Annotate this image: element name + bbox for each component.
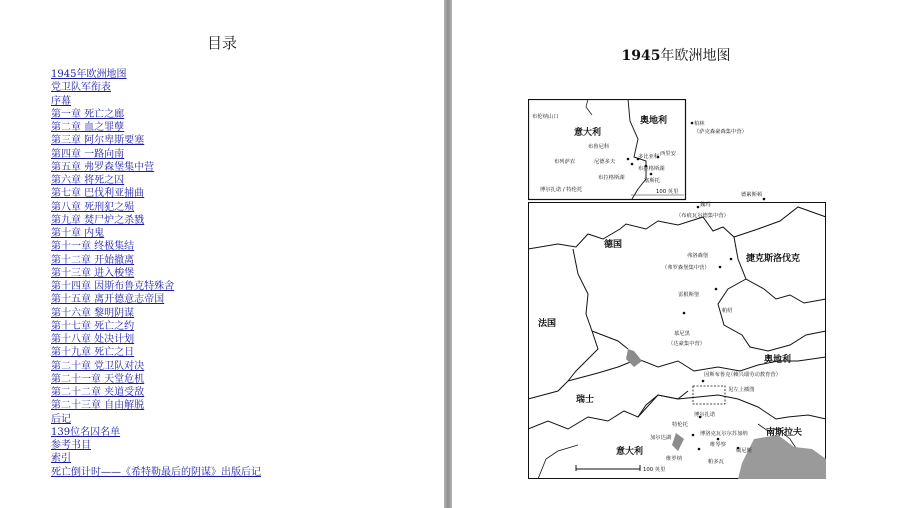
toc-link[interactable]: 第十八章 处决计划	[51, 334, 135, 345]
label-regensburg: 雷根斯堡	[678, 292, 700, 298]
toc-list	[51, 68, 261, 479]
label-sachsenhausen: （萨克森豪森集中营）	[694, 129, 747, 135]
toc-item	[51, 386, 261, 399]
label-switzerland: 瑞士	[576, 395, 595, 405]
toc-item	[51, 399, 261, 412]
label-brenner-pass: 布伦纳山口	[532, 114, 559, 120]
toc-link[interactable]: 第二十章 党卫队对决	[51, 360, 145, 372]
label-lake: 布拉格斯湖	[638, 166, 665, 172]
toc-item	[51, 134, 261, 147]
toc-item	[51, 187, 261, 200]
label-villabassa: 多比亚科	[638, 154, 660, 160]
toc-link[interactable]: 1945年欧洲地图	[51, 69, 127, 80]
label-padua: 帕多瓦	[708, 459, 724, 465]
toc-item	[51, 360, 261, 373]
toc-link[interactable]: 参考书目	[51, 440, 91, 451]
toc-item	[51, 333, 261, 346]
label-germany: 德国	[604, 240, 623, 250]
toc-link[interactable]: 139位名囚名单	[51, 426, 121, 438]
toc-link[interactable]: 第八章 死刑犯之殒	[51, 201, 135, 213]
toc-link[interactable]: 第十一章 终极集结	[51, 241, 135, 253]
label-italy-inset: 意大利	[574, 128, 602, 138]
toc-item	[51, 254, 261, 267]
toc-link[interactable]: 第十章 内鬼	[51, 228, 105, 239]
toc-item	[51, 68, 261, 81]
toc-item	[51, 280, 261, 293]
label-munich: 慕尼黑	[674, 331, 690, 337]
toc-link[interactable]: 第二章 血之罪孽	[51, 122, 125, 133]
toc-link[interactable]: 第一章 死亡之廊	[51, 108, 125, 120]
label-carinthia: 塞斯托	[644, 178, 660, 184]
label-merano: 布鲁尼科	[588, 144, 610, 150]
label-dresden: 德累斯顿	[741, 192, 763, 198]
label-berlin: 柏林	[694, 121, 705, 127]
label-bolzano: 布列萨农	[554, 159, 576, 165]
label-venice: 威尼斯	[736, 448, 752, 454]
label-buchenwald: （布痕瓦尔德集中营）	[676, 213, 729, 219]
toc-item	[51, 466, 261, 479]
europe-map	[528, 99, 828, 479]
toc-link[interactable]: 第九章 焚尸炉之杀戮	[51, 214, 145, 226]
main-scale-label: 100 英里	[643, 467, 666, 473]
label-garda: 加尔达湖	[650, 435, 672, 441]
page-divider	[444, 0, 452, 508]
toc-link[interactable]: 第三章 阿尔卑斯要塞	[51, 135, 145, 147]
label-czech: 捷克斯洛伐克	[746, 254, 801, 264]
label-dachau: （达豪集中营）	[668, 341, 706, 347]
label-trento: 特伦托	[672, 422, 688, 428]
label-weimar: 魏玛	[700, 202, 711, 208]
toc-item	[51, 346, 261, 359]
inset-scale-label: 100 英里	[656, 189, 679, 195]
map-title-text: 年欧洲地图	[660, 48, 731, 64]
toc-link[interactable]: 后记	[51, 413, 71, 425]
label-reichenau: （赖兴瑙劳动教育营）	[728, 372, 781, 378]
toc-link[interactable]: 第十五章 离开德意志帝国	[51, 294, 165, 306]
toc-link[interactable]: 第十六章 黎明阴谋	[51, 307, 135, 319]
toc-link[interactable]: 第六章 将死之囚	[51, 175, 125, 186]
toc-item	[51, 240, 261, 253]
toc-item	[51, 108, 261, 121]
label-dobbiaco: 尼德多夫	[594, 159, 616, 165]
label-vicenza: 维琴察	[710, 442, 726, 448]
toc-item	[51, 161, 261, 174]
toc-item	[51, 148, 261, 161]
label-inset-legend: 博尔扎诺 / 特伦托	[540, 187, 583, 193]
toc-link[interactable]: 死亡倒计时——《希特勒最后的阴谋》出版后记	[51, 466, 261, 478]
toc-item	[51, 426, 261, 439]
map-title-year: 1945	[621, 48, 661, 64]
toc-link[interactable]: 第四章 一路向南	[51, 148, 125, 160]
toc-item	[51, 214, 261, 227]
toc-link[interactable]: 党卫队军衔表	[51, 82, 111, 94]
toc-item	[51, 439, 261, 452]
label-italy: 意大利	[616, 447, 644, 457]
label-austria-inset: 奥地利	[640, 116, 668, 126]
label-inset-box: 见左上插图	[728, 387, 755, 393]
toc-item	[51, 307, 261, 320]
toc-item	[51, 452, 261, 465]
label-austria: 奥地利	[764, 355, 792, 365]
map-svg	[528, 99, 828, 479]
toc-title: 目录	[206, 34, 237, 52]
toc-item	[51, 227, 261, 240]
toc-link[interactable]: 第七章 巴伐利亚捕曲	[51, 188, 145, 200]
map-title	[452, 45, 900, 65]
toc-item	[51, 174, 261, 187]
label-brennero: 博尔扎诺	[694, 412, 716, 418]
toc-item	[51, 95, 261, 108]
toc-link[interactable]: 第十二章 开始撤离	[51, 254, 135, 266]
label-france: 法国	[538, 319, 557, 329]
toc-link[interactable]: 索引	[51, 453, 71, 465]
toc-link[interactable]: 序幕	[51, 95, 71, 107]
toc-item	[51, 373, 261, 386]
toc-item	[51, 201, 261, 214]
toc-item	[51, 413, 261, 426]
label-yugoslavia: 南斯拉夫	[766, 428, 803, 438]
toc-item	[51, 121, 261, 134]
toc-link[interactable]: 第十七章 死亡之约	[51, 320, 135, 332]
toc-link[interactable]: 第五章 弗罗森堡集中营	[51, 161, 155, 173]
label-flossenburg-town: 弗洛森堡	[687, 253, 709, 259]
toc-item	[51, 81, 261, 94]
toc-link[interactable]: 第二十一章 天堂危机	[51, 373, 145, 385]
label-dolomites: 布拉格斯湖	[598, 175, 625, 181]
label-flossenburg-camp: （弗罗森堡集中营）	[662, 265, 710, 271]
toc-page	[0, 0, 444, 508]
label-belluno: 博洛克瓦尔尔苏加纳	[700, 431, 748, 437]
toc-link[interactable]: 第十三章 进入梭堡	[51, 267, 135, 279]
toc-link[interactable]: 第二十二章 夹道受敌	[51, 387, 145, 398]
label-lienz: 西里安	[660, 151, 676, 157]
toc-link[interactable]: 第二十三章 自由解脱	[51, 400, 145, 412]
toc-item	[51, 293, 261, 306]
toc-item	[51, 320, 261, 333]
label-innsbruck: 因斯布鲁克	[704, 372, 731, 378]
toc-link[interactable]: 第十四章 因斯布鲁克特殊舍	[51, 281, 175, 292]
map-page	[452, 0, 900, 508]
toc-link[interactable]: 第十九章 死亡之日	[51, 347, 135, 359]
label-verona: 维罗纳	[666, 456, 682, 462]
toc-item	[51, 267, 261, 280]
label-passau: 帕绍	[722, 308, 733, 314]
